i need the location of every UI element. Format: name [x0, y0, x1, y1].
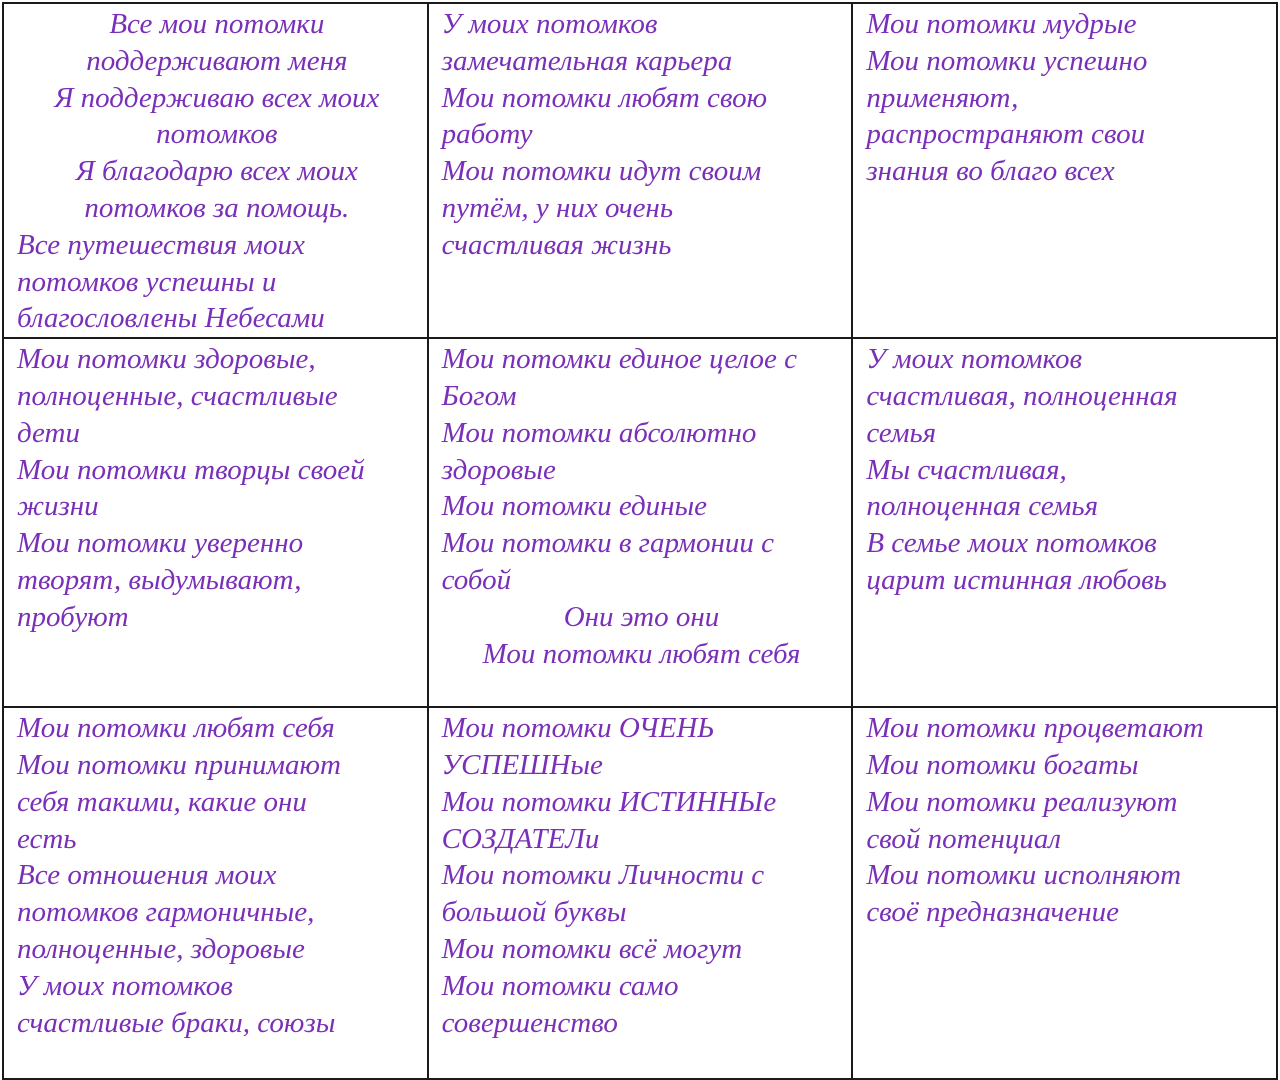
table-cell [852, 3, 1277, 338]
affirmation-line: потомков гармоничные, [17, 896, 315, 929]
affirmation-line: Мои потомки всё могут [441, 932, 743, 965]
affirmation-line: себя такими, какие они [17, 785, 307, 818]
affirmation-line: Мои потомки успешно [866, 44, 1148, 77]
affirmation-line: Мои потомки единые [441, 490, 708, 523]
affirmation-line: счастливая, полноценная [866, 379, 1178, 412]
affirmation-line: Все путешествия моих [17, 228, 305, 261]
table-cell [3, 3, 428, 338]
affirmation-line: Мои потомки ИСТИННЫе [441, 785, 777, 818]
affirmation-line: совершенство [441, 1006, 618, 1039]
affirmation-line: Мои потомки принимают [17, 748, 341, 781]
affirmation-line: Я благодарю всех моих [75, 155, 358, 188]
affirmation-line: большой буквы [441, 896, 627, 929]
affirmation-line: Мои потомки любят себя [482, 637, 801, 670]
affirmation-line: свой потенциал [866, 822, 1061, 855]
affirmation-line: В семье моих потомков [866, 527, 1157, 560]
affirmation-line: пробуют [17, 600, 129, 633]
affirmation-line: счастливая жизнь [441, 228, 672, 261]
affirmation-line: счастливые браки, союзы [17, 1006, 336, 1039]
affirmation-line: Я поддерживаю всех моих [54, 81, 380, 114]
affirmation-line: Мои потомки Личности с [441, 859, 765, 892]
table-cell [852, 338, 1277, 707]
affirmation-line: Мои потомки богаты [866, 748, 1139, 781]
affirmation-line: есть [17, 822, 77, 855]
affirmation-line: полноценные, счастливые [17, 379, 338, 412]
table-cell [428, 338, 853, 707]
affirmation-line: полноценные, здоровые [17, 932, 305, 965]
affirmation-line: Мои потомки процветают [866, 712, 1204, 745]
affirmation-line: У моих потомков [17, 969, 233, 1002]
affirmations-table [2, 2, 1278, 1080]
affirmation-line: Все отношения моих [17, 859, 277, 892]
affirmation-line: знания во благо всех [866, 155, 1115, 188]
affirmation-line: жизни [17, 490, 99, 523]
affirmation-line: путём, у них очень [441, 191, 674, 224]
table-row [3, 338, 1277, 707]
affirmation-line: Мои потомки исполняют [866, 859, 1182, 892]
affirmation-line: Мои потомки в гармонии с [441, 527, 775, 560]
table-cell [428, 707, 853, 1079]
table-cell [852, 707, 1277, 1079]
affirmation-line: Мои потомки ОЧЕНЬ [441, 712, 715, 745]
affirmation-line: потомков успешны и [17, 265, 277, 298]
affirmation-line: Мои потомки само [441, 969, 679, 1002]
affirmation-line: применяют, [866, 81, 1019, 114]
affirmation-line: своё предназначение [866, 896, 1120, 929]
affirmation-line: дети [17, 416, 80, 449]
affirmation-line: собой [441, 563, 512, 596]
affirmation-line: Мои потомки творцы своей [17, 453, 365, 486]
affirmation-line: У моих потомков [866, 343, 1083, 376]
affirmation-line: УСПЕШНые [441, 748, 603, 781]
affirmation-line: Все мои потомки [109, 8, 325, 40]
table-cell [3, 707, 428, 1079]
affirmation-line: Мои потомки любят свою [441, 81, 768, 114]
affirmation-line: Мои потомки здоровые, [17, 343, 316, 376]
affirmation-line: потомков за помощь. [84, 191, 350, 224]
affirmation-line: СОЗДАТЕЛи [441, 822, 600, 855]
table-cell [3, 338, 428, 707]
affirmation-line: распространяют свои [866, 118, 1146, 151]
affirmation-line: замечательная карьера [441, 44, 733, 77]
affirmation-line: семья [866, 416, 937, 449]
affirmation-line: Богом [441, 379, 517, 412]
affirmation-line: благословлены Небесами [17, 302, 325, 335]
affirmation-line: Мои потомки единое целое с [441, 343, 798, 376]
table-row [3, 3, 1277, 338]
affirmation-line: поддерживают меня [86, 44, 348, 77]
affirmation-line: здоровые [441, 453, 556, 486]
affirmation-line: Мои потомки мудрые [866, 8, 1137, 40]
affirmation-line: Мои потомки абсолютно [441, 416, 757, 449]
affirmation-line: Мои потомки идут своим [441, 155, 762, 188]
affirmation-line: царит истинная любовь [866, 563, 1167, 596]
affirmation-line: творят, выдумывают, [17, 563, 302, 596]
table-row [3, 707, 1277, 1079]
affirmation-line: потомков [156, 118, 278, 151]
affirmation-line: Мои потомки реализуют [866, 785, 1178, 818]
affirmation-line: Они это они [563, 600, 720, 633]
affirmation-line: полноценная семья [866, 490, 1099, 523]
affirmation-line: Мои потомки уверенно [17, 527, 304, 560]
affirmation-line: работу [441, 118, 533, 151]
affirmation-line: У моих потомков [441, 8, 658, 40]
affirmation-line: Мы счастливая, [866, 453, 1067, 486]
table-cell [428, 3, 853, 338]
affirmation-line: Мои потомки любят себя [17, 712, 335, 745]
